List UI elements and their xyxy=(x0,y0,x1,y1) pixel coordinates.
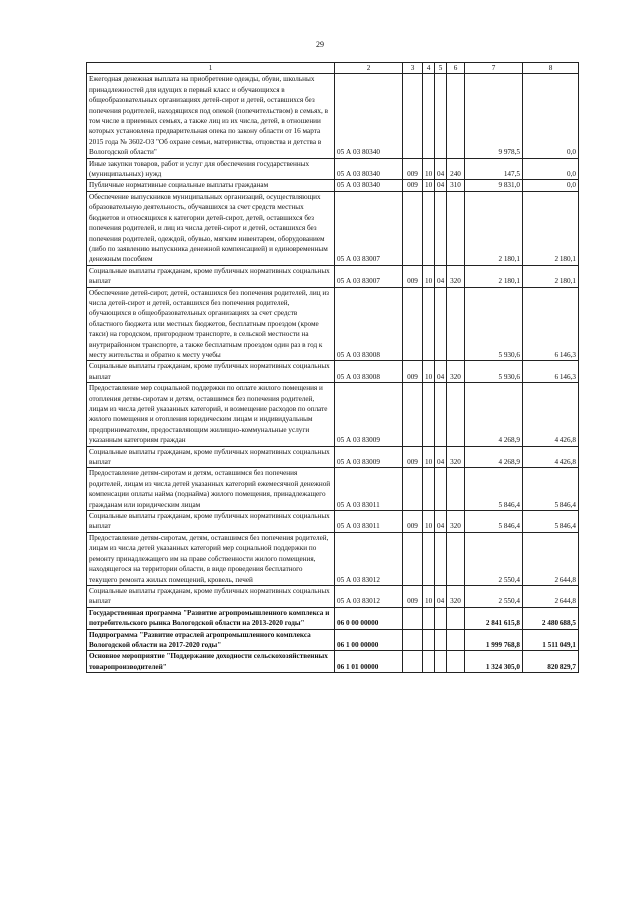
row-amount-year1-cell: 1 999 768,8 xyxy=(465,629,523,651)
row-subsection-cell xyxy=(435,191,447,265)
row-code-cell: 05 А 03 83009 xyxy=(335,446,403,468)
row-ministry-cell: 009 xyxy=(403,361,423,383)
row-code-cell: 06 0 00 00000 xyxy=(335,607,403,629)
table-row xyxy=(87,532,579,585)
row-amount-year2-cell: 6 146,3 xyxy=(523,361,579,383)
table-header-row xyxy=(87,63,579,74)
row-ministry-cell xyxy=(403,607,423,629)
row-amount-year1-cell: 4 268,9 xyxy=(465,383,523,446)
row-name-cell: Основное мероприятие "Поддержание доходности сельскохозяйственных товаропроизводителей" xyxy=(87,651,335,673)
row-expense-type-cell: 310 xyxy=(447,180,465,191)
row-name-cell: Социальные выплаты гражданам, кроме публичных нормативных социальных выплат xyxy=(87,511,335,533)
row-amount-year2-cell: 1 511 049,1 xyxy=(523,629,579,651)
row-code-cell: 05 А 03 83008 xyxy=(335,287,403,361)
row-expense-type-cell xyxy=(447,191,465,265)
row-amount-year1-cell: 5 930,6 xyxy=(465,287,523,361)
table-row xyxy=(87,651,579,673)
table-row xyxy=(87,287,579,361)
row-amount-year2-cell: 2 180,1 xyxy=(523,265,579,287)
column-header: 3 xyxy=(403,63,423,74)
column-header: 4 xyxy=(423,63,435,74)
row-name-cell: Государственная программа "Развитие агропромышленного комплекса и потребительского рынка Вологодской области на 2013-2020 годы" xyxy=(87,607,335,629)
table-row xyxy=(87,383,579,446)
row-ministry-cell xyxy=(403,191,423,265)
row-code-cell: 05 А 03 83011 xyxy=(335,511,403,533)
row-name-cell: Предоставление детям-сиротам, детям, оставшимся без попечения родителей, лицам из числа детей указанных категорий мер социальной поддержки по ремонту принадлежащего им на праве собственности жилого помещения, находящегося на территории области, в виде проведения бесплатного текущего ремонта жилых помещений, кровель, печей xyxy=(87,532,335,585)
row-amount-year1-cell: 9 978,5 xyxy=(465,74,523,158)
row-amount-year2-cell: 4 426,8 xyxy=(523,383,579,446)
row-ministry-cell xyxy=(403,468,423,511)
row-amount-year2-cell: 0,0 xyxy=(523,180,579,191)
row-amount-year1-cell: 5 846,4 xyxy=(465,468,523,511)
row-ministry-cell xyxy=(403,287,423,361)
row-code-cell: 05 А 03 83009 xyxy=(335,383,403,446)
row-expense-type-cell: 320 xyxy=(447,585,465,607)
row-code-cell: 05 А 03 83012 xyxy=(335,532,403,585)
row-code-cell: 06 1 00 00000 xyxy=(335,629,403,651)
row-code-cell: 06 1 01 00000 xyxy=(335,651,403,673)
row-amount-year1-cell: 2 550,4 xyxy=(465,532,523,585)
row-name-cell: Обеспечение выпускников муниципальных организаций, осуществляющих образовательную деятельность, обучавшихся за счет средств местных бюджетов и относящихся к категории детей-сирот, детей, оставшихся без попечения родителей, и лиц из числа детей-сирот и детей, оставшихся без попечения родителей, одеждой, обувью, мягким инвентарем, оборудованием (либо по заявлению выпускника денежной компенсацией) и единовременным денежным пособием xyxy=(87,191,335,265)
row-amount-year1-cell: 2 180,1 xyxy=(465,265,523,287)
row-name-cell: Иные закупки товаров, работ и услуг для обеспечения государственных (муниципальных) нужд xyxy=(87,158,335,180)
row-section-cell xyxy=(423,74,435,158)
table-row xyxy=(87,191,579,265)
table-row xyxy=(87,446,579,468)
row-name-cell: Социальные выплаты гражданам, кроме публичных нормативных социальных выплат xyxy=(87,265,335,287)
row-amount-year2-cell: 0,0 xyxy=(523,158,579,180)
row-section-cell xyxy=(423,629,435,651)
row-expense-type-cell: 320 xyxy=(447,511,465,533)
row-expense-type-cell: 320 xyxy=(447,446,465,468)
row-expense-type-cell xyxy=(447,74,465,158)
row-code-cell: 05 А 03 83012 xyxy=(335,585,403,607)
row-expense-type-cell: 240 xyxy=(447,158,465,180)
row-name-cell: Ежегодная денежная выплата на приобретение одежды, обуви, школьных принадлежностей для идущих в первый класс и обучающихся в общеобразовательных организациях детей-сирот и детей, оставшихся без попечения родителей, находящихся под опекой (попечительством) в семьях, в том числе в приемных семьях, а также лиц из их числа, детей, в отношении которых установлена предварительная опека по закону области от 16 марта 2015 года № 3602-ОЗ "Об охране семьи, материнства, отцовства и детства в Вологодской области" xyxy=(87,74,335,158)
row-section-cell: 10 xyxy=(423,180,435,191)
row-ministry-cell: 009 xyxy=(403,265,423,287)
column-header: 8 xyxy=(523,63,579,74)
row-expense-type-cell xyxy=(447,532,465,585)
table-row xyxy=(87,607,579,629)
row-amount-year2-cell: 0,0 xyxy=(523,74,579,158)
row-expense-type-cell xyxy=(447,629,465,651)
row-subsection-cell: 04 xyxy=(435,180,447,191)
row-subsection-cell: 04 xyxy=(435,446,447,468)
row-amount-year2-cell: 2 180,1 xyxy=(523,191,579,265)
row-amount-year1-cell: 4 268,9 xyxy=(465,446,523,468)
row-name-cell: Публичные нормативные социальные выплаты гражданам xyxy=(87,180,335,191)
row-subsection-cell: 04 xyxy=(435,265,447,287)
row-subsection-cell: 04 xyxy=(435,158,447,180)
row-ministry-cell xyxy=(403,651,423,673)
row-section-cell: 10 xyxy=(423,511,435,533)
row-subsection-cell xyxy=(435,532,447,585)
table-row xyxy=(87,74,579,158)
row-amount-year1-cell: 147,5 xyxy=(465,158,523,180)
row-expense-type-cell: 320 xyxy=(447,265,465,287)
row-amount-year2-cell: 6 146,3 xyxy=(523,287,579,361)
row-expense-type-cell xyxy=(447,607,465,629)
row-expense-type-cell xyxy=(447,468,465,511)
row-expense-type-cell xyxy=(447,651,465,673)
row-amount-year1-cell: 1 324 305,0 xyxy=(465,651,523,673)
row-section-cell: 10 xyxy=(423,361,435,383)
table-row xyxy=(87,265,579,287)
table-row xyxy=(87,629,579,651)
row-ministry-cell: 009 xyxy=(403,446,423,468)
row-section-cell: 10 xyxy=(423,446,435,468)
row-amount-year1-cell: 5 930,6 xyxy=(465,361,523,383)
row-name-cell: Социальные выплаты гражданам, кроме публичных нормативных социальных выплат xyxy=(87,585,335,607)
row-section-cell: 10 xyxy=(423,158,435,180)
row-amount-year1-cell: 2 180,1 xyxy=(465,191,523,265)
row-code-cell: 05 А 03 80340 xyxy=(335,158,403,180)
row-amount-year2-cell: 4 426,8 xyxy=(523,446,579,468)
row-name-cell: Обеспечение детей-сирот, детей, оставшихся без попечения родителей, лиц из числа детей-сирот и детей, оставшихся без попечения родителей, обучающихся в общеобразовательных организациях за счет средств областного бюджета или местных бюджетов, бесплатным проездом (кроме такси) на городском, пригородном транспорте, в сельской местности на внутрирайонном транспорте, а также бесплатным проездом один раз в год к месту жительства и обратно к месту учебы xyxy=(87,287,335,361)
row-subsection-cell xyxy=(435,629,447,651)
row-code-cell: 05 А 03 80340 xyxy=(335,74,403,158)
row-amount-year1-cell: 9 831,0 xyxy=(465,180,523,191)
row-ministry-cell xyxy=(403,629,423,651)
table-row xyxy=(87,468,579,511)
row-amount-year2-cell: 820 829,7 xyxy=(523,651,579,673)
row-code-cell: 05 А 03 83007 xyxy=(335,265,403,287)
row-subsection-cell: 04 xyxy=(435,361,447,383)
row-expense-type-cell xyxy=(447,287,465,361)
row-amount-year1-cell: 2 550,4 xyxy=(465,585,523,607)
row-amount-year2-cell: 5 846,4 xyxy=(523,511,579,533)
column-header: 7 xyxy=(465,63,523,74)
row-ministry-cell: 009 xyxy=(403,180,423,191)
row-amount-year1-cell: 2 841 615,8 xyxy=(465,607,523,629)
column-header: 5 xyxy=(435,63,447,74)
table-row xyxy=(87,511,579,533)
row-expense-type-cell xyxy=(447,383,465,446)
table-row xyxy=(87,361,579,383)
table-row xyxy=(87,158,579,180)
row-expense-type-cell: 320 xyxy=(447,361,465,383)
row-subsection-cell xyxy=(435,287,447,361)
row-code-cell: 05 А 03 83011 xyxy=(335,468,403,511)
row-section-cell xyxy=(423,383,435,446)
row-amount-year2-cell: 2 480 688,5 xyxy=(523,607,579,629)
row-ministry-cell: 009 xyxy=(403,511,423,533)
page-number: 29 xyxy=(316,40,324,49)
row-section-cell xyxy=(423,532,435,585)
row-section-cell: 10 xyxy=(423,585,435,607)
row-amount-year1-cell: 5 846,4 xyxy=(465,511,523,533)
row-code-cell: 05 А 03 83007 xyxy=(335,191,403,265)
row-subsection-cell: 04 xyxy=(435,511,447,533)
row-name-cell: Подпрограмма "Развитие отраслей агропромышленного комплекса Вологодской области на 2017-2020 годы" xyxy=(87,629,335,651)
row-section-cell xyxy=(423,468,435,511)
row-code-cell: 05 А 03 83008 xyxy=(335,361,403,383)
row-subsection-cell xyxy=(435,468,447,511)
row-amount-year2-cell: 2 644,8 xyxy=(523,585,579,607)
row-section-cell xyxy=(423,607,435,629)
row-subsection-cell xyxy=(435,383,447,446)
column-header: 1 xyxy=(87,63,335,74)
row-ministry-cell: 009 xyxy=(403,158,423,180)
column-header: 6 xyxy=(447,63,465,74)
row-ministry-cell xyxy=(403,74,423,158)
row-ministry-cell: 009 xyxy=(403,585,423,607)
row-name-cell: Предоставление детям-сиротам и детям, оставшимся без попечения родителей, лицам из числа детей указанных категорий ежемесячной денежной компенсации оплаты найма (поднайма) жилого помещения, принадлежащего гражданам или юридическим лицам xyxy=(87,468,335,511)
budget-table xyxy=(86,62,579,673)
row-subsection-cell xyxy=(435,74,447,158)
row-ministry-cell xyxy=(403,383,423,446)
row-name-cell: Предоставление мер социальной поддержки по оплате жилого помещения и отопления детям-сиротам и детям, оставшимся без попечения родителей, лицам из числа детей указанных категорий, и возмещение расходов по оплате жилого помещения и отопления юридическим лицам и индивидуальным предпринимателям, предоставляющим жилищно-коммунальные услуги указанным категориям граждан xyxy=(87,383,335,446)
row-section-cell xyxy=(423,287,435,361)
row-section-cell xyxy=(423,191,435,265)
row-subsection-cell xyxy=(435,607,447,629)
row-amount-year2-cell: 5 846,4 xyxy=(523,468,579,511)
row-name-cell: Социальные выплаты гражданам, кроме публичных нормативных социальных выплат xyxy=(87,446,335,468)
row-subsection-cell: 04 xyxy=(435,585,447,607)
row-section-cell: 10 xyxy=(423,265,435,287)
row-name-cell: Социальные выплаты гражданам, кроме публичных нормативных социальных выплат xyxy=(87,361,335,383)
row-amount-year2-cell: 2 644,8 xyxy=(523,532,579,585)
column-header: 2 xyxy=(335,63,403,74)
table-row xyxy=(87,180,579,191)
row-code-cell: 05 А 03 80340 xyxy=(335,180,403,191)
row-subsection-cell xyxy=(435,651,447,673)
row-section-cell xyxy=(423,651,435,673)
row-ministry-cell xyxy=(403,532,423,585)
table-row xyxy=(87,585,579,607)
